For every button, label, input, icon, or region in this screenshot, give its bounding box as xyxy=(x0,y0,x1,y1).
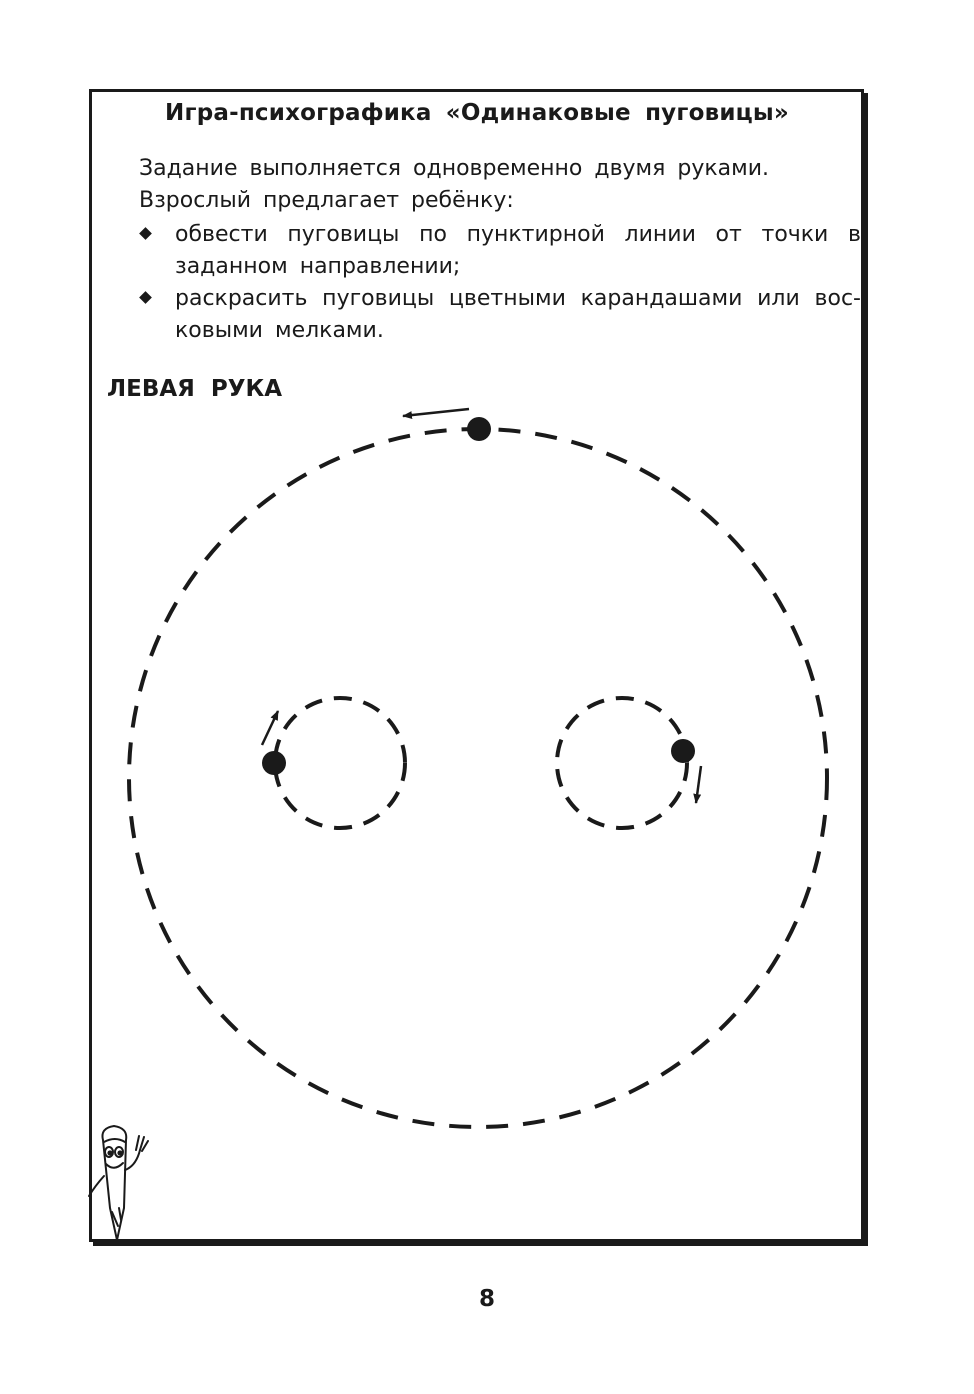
left-hole-dashed-circle xyxy=(275,698,405,828)
instruction-text: раскрасить пуговицы цветными карандашами или восковыми мелками. xyxy=(175,286,861,343)
right-hole-dashed-circle xyxy=(557,698,687,828)
outer-start-dot xyxy=(467,417,491,441)
outer-button-dashed-circle xyxy=(129,429,827,1127)
section-label: ЛЕВАЯ РУКА xyxy=(107,376,283,402)
page-number: 8 xyxy=(478,1286,495,1312)
intro-line-2: Взрослый предлагает ребёнку: xyxy=(139,188,514,213)
right-hole-start-dot xyxy=(671,739,695,763)
left-hole-direction-arrow xyxy=(262,711,278,745)
outer-direction-arrow xyxy=(403,409,469,416)
page-title: Игра-психографика «Одинаковые пуговицы» xyxy=(165,100,789,126)
left-hole-start-dot xyxy=(262,751,286,775)
instruction-text: обвести пуговицы по пунктирной линии от точки в заданном направлении; xyxy=(175,222,861,279)
right-hole-direction-arrow xyxy=(696,766,701,803)
intro-line-1: Задание выполняется одновременно двумя руками. xyxy=(139,156,770,181)
pencil-mascot-icon xyxy=(89,1126,148,1243)
